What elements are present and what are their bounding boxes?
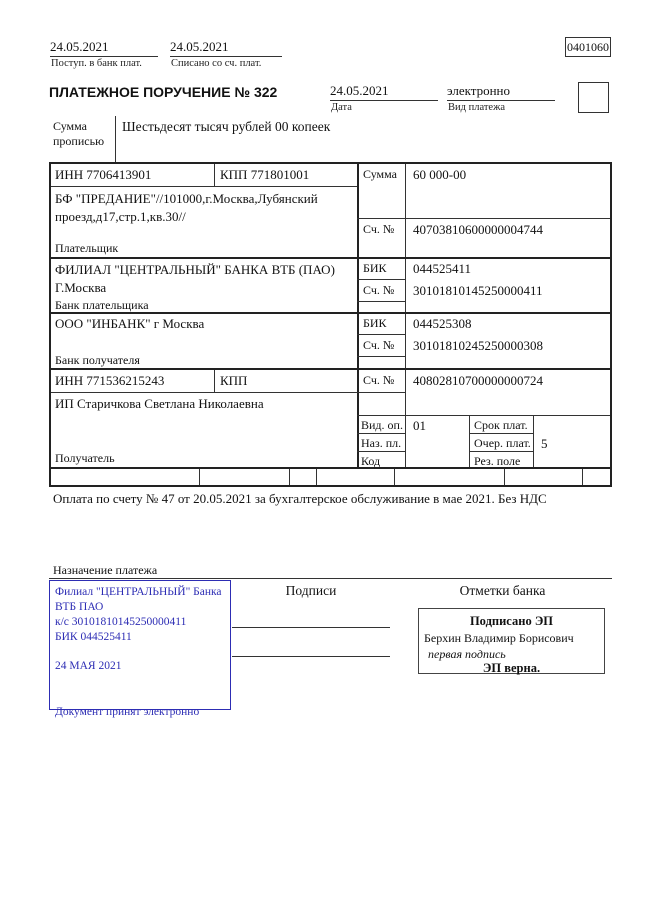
payer-inn-row-line: [51, 186, 357, 187]
signature-line-1: [232, 627, 390, 628]
payer-bank-account-value: 30101810145250000411: [413, 283, 543, 298]
date-value: 24.05.2021: [330, 83, 389, 98]
payer-bank-bik-box-line: [357, 279, 405, 280]
esignature-sub: первая подпись: [428, 647, 506, 662]
received-date-field: [50, 38, 158, 57]
payee-bank-section-line: [51, 368, 610, 370]
op-type-value: 01: [413, 418, 426, 433]
payer-inn: ИНН 7706413901: [55, 167, 152, 182]
date-field: [330, 82, 438, 101]
requisites-table: [49, 162, 612, 469]
esignature-title: Подписано ЭП: [469, 614, 554, 628]
payer-bank-label: Банк плательщика: [55, 298, 149, 312]
payment-kind-field: [447, 82, 555, 101]
payee-kpp-label: КПП: [220, 373, 248, 388]
payee-bank-bik-label: БИК: [363, 316, 387, 330]
op-grid-l1-line2: [357, 451, 405, 452]
esignature-verified: ЭП верна.: [482, 661, 541, 676]
payer-label: Плательщик: [55, 241, 119, 255]
payee-bank-bik-box-line: [357, 334, 405, 335]
payer-section-line: [51, 257, 610, 259]
op-grid-divider-1: [469, 415, 470, 467]
payer-bank-acct-box-line: [357, 301, 405, 302]
tax-row-divider-2: [289, 469, 290, 485]
payer-kpp: КПП 771801001: [220, 167, 310, 182]
payer-name: БФ "ПРЕДАНИЕ"//101000,г.Москва,Лубянский проезд,д17,стр.1,кв.30//: [55, 191, 318, 224]
payer-bank-bik-label: БИК: [363, 261, 387, 275]
payee-account-value: 40802810700000000724: [413, 373, 543, 388]
payee-account-label: Сч. №: [363, 373, 395, 387]
payer-bank-name: ФИЛИАЛ "ЦЕНТРАЛЬНЫЙ" БАНКА ВТБ (ПАО) Г.Москва: [55, 262, 335, 295]
amount-words-divider: [115, 116, 116, 162]
date-label: Дата: [331, 102, 352, 113]
received-date-label: Поступ. в банк плат.: [51, 58, 142, 69]
tax-row-divider-1: [199, 469, 200, 485]
payee-name: ИП Старичкова Светлана Николаевна: [55, 396, 264, 411]
op-grid-l1-line1: [357, 433, 405, 434]
pay-purpose-code-label: Наз. пл.: [361, 436, 402, 450]
bank-marks-heading: Отметки банка: [459, 583, 546, 598]
payer-account-label: Сч. №: [363, 222, 395, 236]
payee-bank-account-label: Сч. №: [363, 338, 395, 352]
esignature-box: [418, 608, 605, 674]
bank-stamp: [49, 580, 231, 718]
received-date-value: 24.05.2021: [50, 39, 109, 54]
op-grid-l2-line1: [469, 433, 533, 434]
form-code-value: 0401060: [567, 40, 609, 54]
amount-words-label: Сумма прописью: [53, 119, 105, 148]
payee-bank-name: ООО "ИНБАНК" г Москва: [55, 316, 205, 331]
sum-label: Сумма: [363, 167, 397, 181]
stamp-date: 24 МАЯ 2021: [55, 659, 122, 672]
op-grid-l2-line2: [469, 451, 533, 452]
tax-fields-row: [49, 469, 612, 487]
payer-inn-kpp-divider: [214, 164, 215, 186]
payee-inn: ИНН 771536215243: [55, 373, 165, 388]
payee-bank-bik-value: 044525308: [413, 316, 472, 331]
signatures-heading: Подписи: [285, 583, 337, 598]
payee-bank-label: Банк получателя: [55, 353, 140, 367]
table-main-divider: [357, 164, 359, 467]
table-label-divider: [405, 164, 406, 467]
tax-row-divider-5: [504, 469, 505, 485]
op-grid-divider-2: [533, 415, 534, 467]
payee-bank-acct-box-line: [357, 356, 405, 357]
op-type-label: Вид. оп.: [361, 418, 403, 432]
res-field-label: Рез. поле: [474, 454, 521, 468]
tax-row-divider-6: [582, 469, 583, 485]
purpose-label: Назначение платежа: [53, 563, 158, 577]
payer-bank-section-line: [51, 312, 610, 314]
purpose-text: Оплата по счету № 47 от 20.05.2021 за бухгалтерское обслуживание в мае 2021. Без НДС: [53, 491, 547, 506]
order-label: Очер. плат.: [474, 436, 531, 450]
payer-account-value: 40703810600000004744: [413, 222, 543, 237]
form-code-box: [565, 37, 611, 57]
payer-bank-account-label: Сч. №: [363, 283, 395, 297]
tax-row-divider-4: [394, 469, 395, 485]
tax-row-divider-3: [316, 469, 317, 485]
order-value: 5: [541, 436, 548, 451]
sum-value: 60 000-00: [413, 167, 467, 182]
term-label: Срок плат.: [474, 418, 528, 432]
debited-date-value: 24.05.2021: [170, 39, 229, 54]
op-grid-top-line: [357, 415, 610, 416]
purpose-underline: [49, 578, 612, 579]
payment-kind-value: электронно: [447, 83, 511, 98]
stamp-note: Документ принят электронно: [55, 705, 200, 718]
payee-bank-account-value: 30101810245250000308: [413, 338, 543, 353]
payee-label: Получатель: [55, 451, 115, 465]
esignature-name: Берхин Владимир Борисович: [424, 630, 574, 645]
payee-acct-box-line: [357, 392, 405, 393]
debited-date-field: [170, 38, 282, 57]
payee-inn-kpp-divider: [214, 370, 215, 392]
stamp-corr-account: к/с 30101810145250000411: [55, 615, 187, 628]
priority-checkbox: [578, 82, 609, 113]
document-title: ПЛАТЕЖНОЕ ПОРУЧЕНИЕ № 322: [49, 84, 278, 100]
stamp-bank-name: Филиал "ЦЕНТРАЛЬНЫЙ" Банка ВТБ ПАО: [55, 586, 222, 613]
payer-bank-bik-value: 044525411: [413, 261, 472, 276]
code-label: Код: [361, 454, 381, 468]
debited-date-label: Списано со сч. плат.: [171, 58, 262, 69]
amount-words-value: Шестьдесят тысяч рублей 00 копеек: [122, 119, 331, 134]
payment-kind-label: Вид платежа: [448, 102, 506, 113]
stamp-bik: БИК 044525411: [55, 630, 132, 643]
signature-line-2: [232, 656, 390, 657]
payee-inn-row-line: [51, 392, 357, 393]
sum-account-line: [357, 218, 610, 219]
